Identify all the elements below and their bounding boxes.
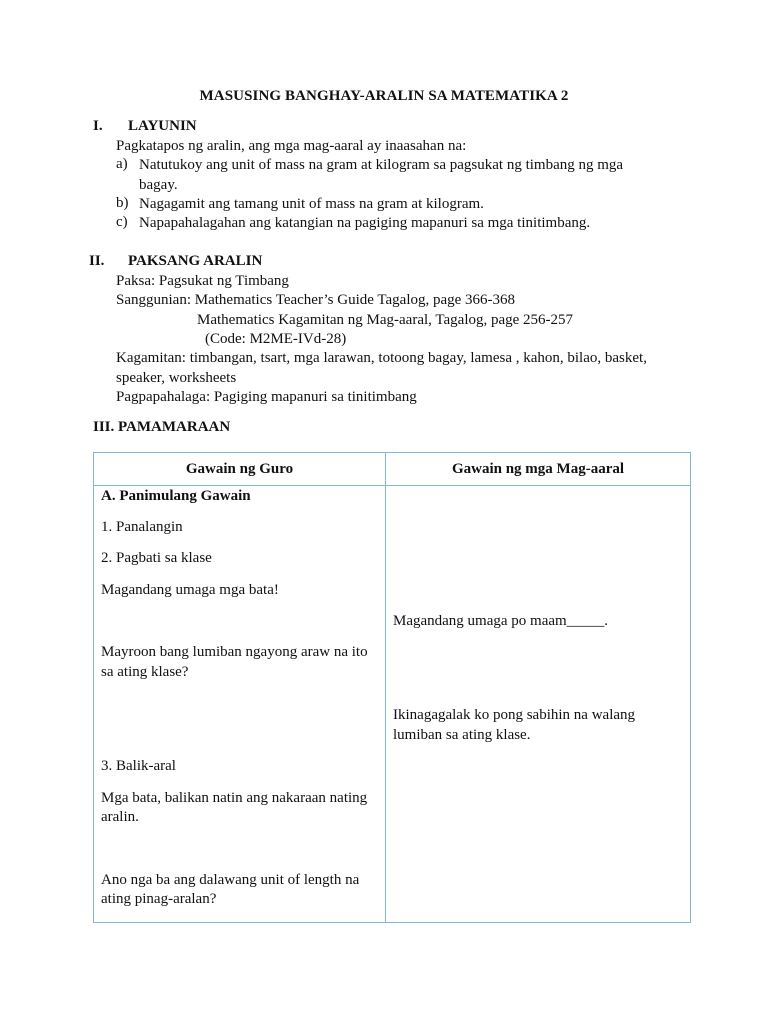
item-balik-aral: 3. Balik-aral: [101, 758, 176, 774]
pagpapahalaga-line: Pagpapahalaga: Pagiging mapanuri sa tinitimbang: [116, 389, 417, 405]
objective-text: Nagagamit ang tamang unit of mass na gram at kilogram.: [139, 196, 484, 212]
student-column-header: Gawain ng mga Mag-aaral: [386, 453, 691, 486]
item-panalangin: 1. Panalangin: [101, 519, 183, 535]
objective-label: a): [116, 156, 128, 172]
teacher-question-units: Ano nga ba ang dalawang unit of length na: [101, 872, 360, 888]
section2-heading: PAKSANG ARALIN: [128, 253, 263, 269]
kagamitan-line: Kagamitan: timbangan, tsart, mga larawan, totoong bagay, lamesa , kahon, bilao, basket,: [116, 350, 647, 366]
section2-numeral: II.: [89, 253, 105, 269]
paksa-line: Paksa: Pagsukat ng Timbang: [116, 273, 289, 289]
objective-text: Natutukoy ang unit of mass na gram at kilogram sa pagsukat ng timbang ng mga: [139, 157, 624, 173]
teacher-question-absent: Mayroon bang lumiban ngayong araw na ito: [101, 644, 368, 660]
objective-label: b): [116, 195, 129, 211]
section1-numeral: I.: [93, 118, 103, 134]
teacher-column-header: Gawain ng Guro: [94, 453, 386, 486]
section1-heading: LAYUNIN: [128, 118, 197, 134]
teacher-greeting: Magandang umaga mga bata!: [101, 582, 279, 598]
sanggunian-line-2: Mathematics Kagamitan ng Mag-aaral, Tagalog, page 256-257: [197, 312, 574, 328]
student-answer-absent-continued: lumiban sa ating klase.: [393, 727, 531, 743]
teacher-review-prompt: Mga bata, balikan natin ang nakaraan nating: [101, 790, 368, 806]
item-pagbati: 2. Pagbati sa klase: [101, 550, 212, 566]
part-a-heading: A. Panimulang Gawain: [101, 488, 251, 504]
student-answer-absent: Ikinagagalak ko pong sabihin na walang: [393, 707, 636, 723]
procedure-table: [93, 452, 691, 923]
objective-label: c): [116, 214, 128, 230]
section1-intro: Pagkatapos ng aralin, ang mga mag-aaral ay inaasahan na:: [116, 138, 467, 154]
objective-text-continued: bagay.: [139, 177, 178, 193]
sanggunian-line: Sanggunian: Mathematics Teacher’s Guide Tagalog, page 366-368: [116, 292, 516, 308]
teacher-review-prompt-continued: aralin.: [101, 809, 139, 825]
objective-text: Napapahalagahan ang katangian na pagiging mapanuri sa mga tinitimbang.: [139, 215, 591, 231]
teacher-question-absent-continued: sa ating klase?: [101, 664, 189, 680]
kagamitan-line-2: speaker, worksheets: [116, 370, 237, 386]
document-title: MASUSING BANGHAY-ARALIN SA MATEMATIKA 2: [199, 88, 569, 104]
code-line: (Code: M2ME-IVd-28): [205, 331, 347, 347]
teacher-question-units-continued: ating pinag-aralan?: [101, 891, 217, 907]
section3-heading: III. PAMAMARAAN: [93, 419, 231, 435]
student-greeting-reply: Magandang umaga po maam_____.: [393, 613, 608, 629]
student-activities-cell: [386, 486, 691, 923]
teacher-activities-cell: [94, 486, 386, 923]
